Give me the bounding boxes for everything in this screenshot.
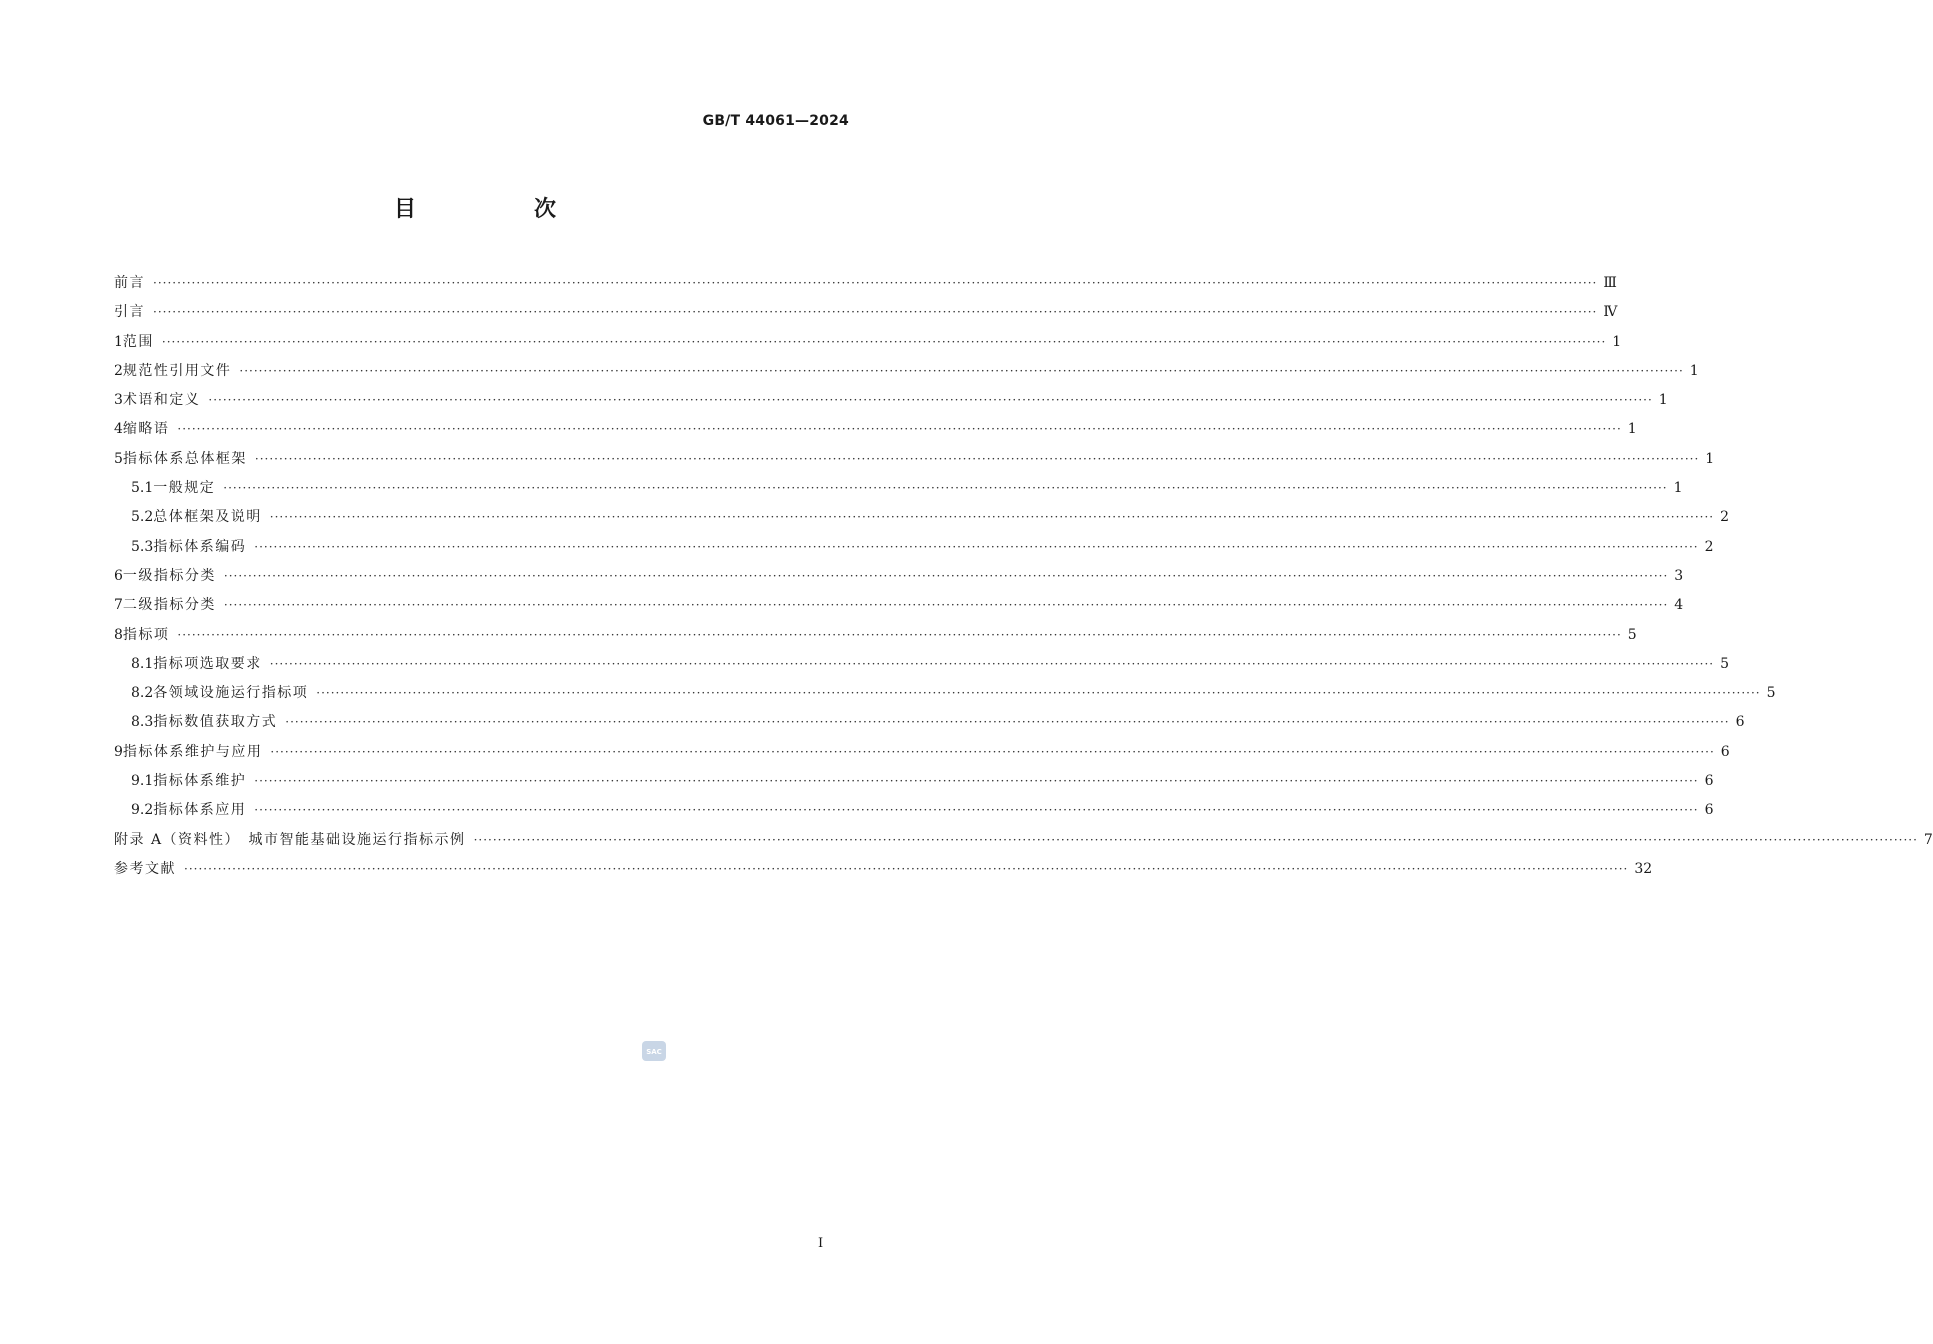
toc-entry-label: 二级指标分类 — [122, 597, 216, 614]
toc-entry-number: 8.2 — [131, 685, 154, 702]
table-of-contents — [114, 269, 1933, 884]
toc-entry-label: 术语和定义 — [122, 392, 201, 409]
toc-entry-number: 5.1 — [131, 480, 154, 497]
toc-entry[interactable] — [114, 269, 1617, 298]
toc-entry-page: 1 — [1705, 450, 1715, 467]
toc-entry-page: 4 — [1674, 597, 1684, 614]
toc-entry-page: 6 — [1704, 802, 1714, 819]
toc-entry-label: 指标体系维护 — [153, 773, 247, 790]
toc-entry[interactable] — [114, 679, 1776, 708]
toc-entry[interactable] — [114, 357, 1699, 386]
toc-entry-page: 32 — [1634, 860, 1653, 877]
toc-entry[interactable] — [114, 738, 1730, 767]
toc-entry[interactable] — [114, 328, 1622, 357]
toc-entry[interactable] — [114, 591, 1684, 620]
dot-leader: ············································································································································································································································································································ — [223, 568, 1669, 583]
toc-entry-label: 范围 — [122, 333, 154, 350]
toc-entry-page: 1 — [1658, 392, 1668, 409]
toc-entry[interactable] — [114, 826, 1933, 855]
dot-leader: ············································································································································································································································································································ — [269, 510, 1715, 525]
toc-entry[interactable] — [114, 386, 1668, 415]
toc-entry[interactable] — [114, 298, 1618, 327]
toc-entry[interactable] — [114, 855, 1653, 884]
toc-entry-number: 1 — [114, 333, 123, 350]
dot-leader: ············································································································································································································································································································ — [285, 715, 1730, 730]
toc-entry-label: 总体框架及说明 — [153, 509, 262, 526]
toc-entry-number: 7 — [114, 597, 123, 614]
toc-entry-number: 6 — [114, 567, 123, 584]
toc-entry-page: 1 — [1689, 362, 1699, 379]
toc-entry-page: 5 — [1720, 655, 1730, 672]
toc-entry-page: 6 — [1735, 714, 1745, 731]
toc-entry-number: 9.2 — [131, 802, 154, 819]
dot-leader: ············································································································································································································································································································ — [177, 422, 1622, 437]
toc-entry-number: 9.1 — [131, 773, 154, 790]
toc-entry-number: 9 — [114, 743, 123, 760]
toc-entry-label: 缩略语 — [122, 421, 170, 438]
toc-entry[interactable] — [114, 621, 1637, 650]
toc-entry[interactable] — [114, 533, 1714, 562]
toc-entry[interactable] — [114, 708, 1745, 737]
toc-entry[interactable] — [114, 415, 1637, 444]
toc-entry-page: 1 — [1612, 333, 1622, 350]
toc-entry-page: 3 — [1674, 567, 1684, 584]
dot-leader: ············································································································································································································································································································ — [153, 276, 1598, 290]
toc-entry-page: 5 — [1766, 685, 1776, 702]
toc-entry-label: 指标项选取要求 — [153, 655, 262, 672]
toc-entry[interactable] — [114, 445, 1715, 474]
toc-entry-label: 各领域设施运行指标项 — [153, 685, 309, 702]
toc-entry-label: 指标体系编码 — [153, 538, 247, 555]
toc-entry-label: 前言 — [114, 275, 145, 291]
toc-entry-label: 规范性引用文件 — [122, 362, 232, 379]
sac-seal-watermark — [641, 1040, 667, 1062]
dot-leader: ············································································································································································································································································································ — [153, 305, 1598, 320]
dot-leader: ············································································································································································································································································································ — [473, 832, 1918, 847]
dot-leader: ············································································································································································································································································································ — [239, 363, 1684, 378]
toc-entry-label: 指标体系维护与应用 — [122, 743, 263, 760]
dot-leader: ············································································································································································································································································································ — [161, 334, 1607, 349]
dot-leader: ············································································································································································································································································································ — [254, 803, 1699, 818]
toc-entry-number: 2 — [114, 362, 123, 379]
toc-entry[interactable] — [114, 796, 1714, 825]
dot-leader: ············································································································································································································································································································ — [270, 744, 1715, 759]
toc-entry-label: 附录 A（资料性） 城市智能基础设施运行指标示例 — [114, 831, 466, 848]
toc-entry-page: 7 — [1923, 831, 1933, 848]
toc-entry-page: 1 — [1673, 480, 1683, 497]
toc-entry-page: Ⅳ — [1603, 304, 1618, 321]
dot-leader: ············································································································································································································································································································ — [223, 598, 1669, 613]
toc-entry-number: 4 — [114, 421, 123, 438]
toc-entry-page: Ⅲ — [1603, 275, 1617, 291]
toc-entry[interactable] — [114, 503, 1730, 532]
dot-leader: ············································································································································································································································································································ — [269, 656, 1715, 671]
toc-entry-number: 8.1 — [131, 655, 154, 672]
standard-code: GB/T 44061—2024 — [702, 113, 849, 129]
toc-entry[interactable] — [114, 650, 1730, 679]
toc-entry-label: 指标项 — [122, 626, 170, 643]
dot-leader: ············································································································································································································································································································ — [184, 861, 1629, 876]
toc-entry-label: 一般规定 — [153, 480, 216, 497]
toc-entry[interactable] — [114, 562, 1684, 591]
toc-entry-label: 指标体系应用 — [153, 802, 247, 819]
toc-entry-label: 参考文献 — [114, 860, 176, 877]
toc-entry-number: 8.3 — [131, 714, 154, 731]
toc-entry-number: 5.2 — [131, 509, 154, 526]
toc-entry[interactable] — [114, 474, 1683, 503]
page-number: Ⅰ — [818, 1236, 824, 1251]
toc-entry-number: 5.3 — [131, 538, 154, 555]
toc-entry-label: 指标数值获取方式 — [153, 714, 278, 731]
toc-entry-label: 引言 — [114, 304, 145, 321]
toc-entry-page: 2 — [1720, 509, 1730, 526]
toc-entry-number: 8 — [114, 626, 123, 643]
dot-leader: ············································································································································································································································································································ — [208, 393, 1653, 408]
toc-entry-label: 一级指标分类 — [122, 567, 216, 584]
toc-entry-page: 2 — [1704, 538, 1714, 555]
page-title: 目 次 — [393, 197, 604, 222]
toc-entry-page: 1 — [1627, 421, 1637, 438]
dot-leader: ············································································································································································································································································································ — [254, 774, 1699, 789]
svg-text:SAC: SAC — [646, 1048, 662, 1056]
toc-entry-page: 6 — [1704, 773, 1714, 790]
toc-entry-number: 5 — [114, 450, 123, 467]
toc-entry-page: 6 — [1720, 743, 1730, 760]
dot-leader: ············································································································································································································································································································ — [223, 481, 1668, 496]
dot-leader: ············································································································································································································································································································ — [254, 539, 1699, 554]
toc-entry[interactable] — [114, 767, 1714, 796]
dot-leader: ············································································································································································································································································································ — [254, 451, 1700, 466]
toc-entry-label: 指标体系总体框架 — [122, 450, 247, 467]
toc-entry-page: 5 — [1627, 626, 1637, 643]
dot-leader: ············································································································································································································································································································ — [316, 686, 1761, 701]
toc-entry-number: 3 — [114, 392, 123, 409]
dot-leader: ············································································································································································································································································································ — [177, 627, 1622, 642]
